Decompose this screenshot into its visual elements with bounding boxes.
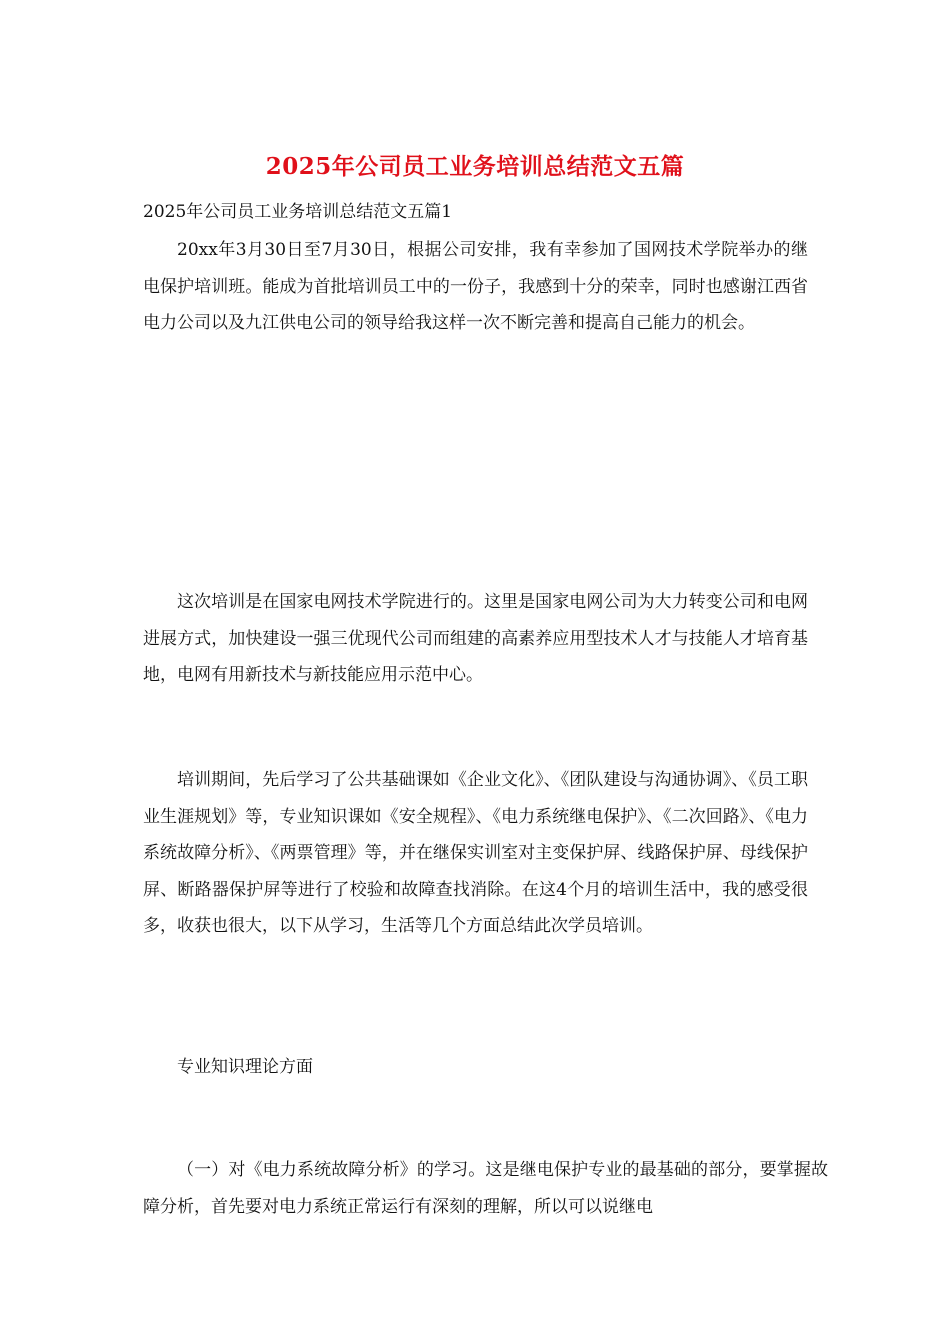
document-title: 2025年公司员工业务培训总结范文五篇 <box>265 153 685 180</box>
paragraph-training-location: 这次培训是在国家电网技术学院进行的。这里是国家电网公司为大力转变公司和电网进展方式，加快建设一强三优现代公司而组建的高素养应用型技术人才与技能人才培育基地，电网有用新技术与新技能应用示范中心。 <box>143 592 808 685</box>
paragraph-fault-analysis: （一）对《电力系统故障分析》的学习。这是继电保护专业的最基础的部分，要掌握故障分析，首先要对电力系统正常运行有深刻的理解，所以可以说继电 <box>143 1160 828 1217</box>
section-heading-theory: 专业知识理论方面 <box>177 1057 313 1077</box>
paragraph-training-arrangement: 20xx年3月30日至7月30日，根据公司安排，我有幸参加了国网技术学院举办的继电保护培训班。能成为首批培训员工中的一份子，我感到十分的荣幸，同时也感谢江西省电力公司以及九江供电公司的领导给我这样一次不断完善和提高自己能力的机会。 <box>143 240 808 333</box>
paragraph-training-courses: 培训期间，先后学习了公共基础课如《企业文化》、《团队建设与沟通协调》、《员工职业生涯规划》等，专业知识课如《安全规程》、《电力系统继电保护》、《二次回路》、《电力系统故障分析》、《两票管理》等，并在继保实训室对主变保护屏、线路保护屏、母线保护屏、断路器保护屏等进行了校验和故障查找消除。在这4个月的培训生活中，我的感受很多，收获也很大，以下从学习，生活等几个方面总结此次学员培训。 <box>143 770 808 936</box>
document-subtitle: 2025年公司员工业务培训总结范文五篇1 <box>143 202 453 222</box>
